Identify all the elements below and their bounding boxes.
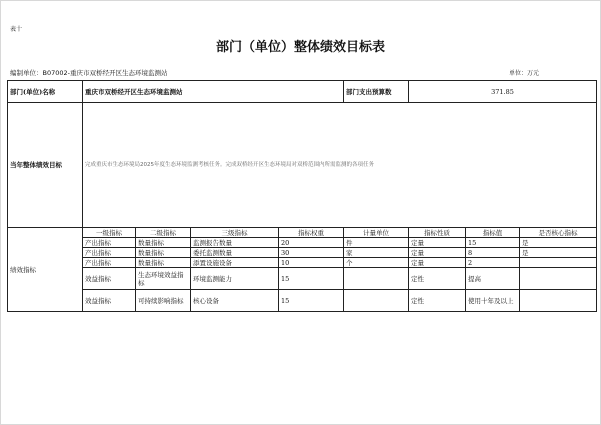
- column-header: 指标值: [466, 228, 520, 238]
- table-cell: 产出指标: [83, 248, 136, 258]
- table-cell: 提高: [466, 268, 520, 290]
- table-cell: 定量: [409, 238, 466, 248]
- table-cell: [520, 268, 597, 290]
- table-cell: 添置设施设备: [191, 258, 279, 268]
- annual-target-value: 完成重庆市生态环境局2025年度生态环境监测考核任务。完成双桥经开区生态环境局对双桥范围内所需监测的各项任务: [83, 103, 597, 228]
- annual-target-label: 当年整体绩效目标: [8, 103, 83, 228]
- column-header: 计量单位: [344, 228, 409, 238]
- table-row: [8, 248, 597, 258]
- table-cell: 核心设备: [191, 290, 279, 312]
- table-cell: 件: [344, 238, 409, 248]
- table-cell: 效益指标: [83, 290, 136, 312]
- table-cell: 15: [279, 290, 344, 312]
- table-cell: 数量指标: [136, 238, 191, 248]
- table-cell: 15: [466, 238, 520, 248]
- table-cell: 委托监测数量: [191, 248, 279, 258]
- table-cell: 10: [279, 258, 344, 268]
- page-title: 部门（单位）整体绩效目标表: [215, 40, 385, 55]
- column-header: 二级指标: [136, 228, 191, 238]
- column-header: 指标性质: [409, 228, 466, 238]
- table-cell: 数量指标: [136, 258, 191, 268]
- table-cell: 家: [344, 248, 409, 258]
- table-cell: [344, 290, 409, 312]
- budget-label: 部门支出预算数: [344, 81, 409, 103]
- sheet-label: 表十: [10, 26, 23, 33]
- table-cell: 可持续影响指标: [136, 290, 191, 312]
- dept-name-value: 重庆市双桥经开区生态环境监测站: [83, 81, 344, 103]
- table-row: [8, 290, 597, 312]
- column-header: 是否核心指标: [520, 228, 597, 238]
- table-cell: 数量指标: [136, 248, 191, 258]
- table-cell: 定量: [409, 258, 466, 268]
- column-header: 三级指标: [191, 228, 279, 238]
- compiling-unit: 编制单位：B07002-重庆市双桥经开区生态环境监测站: [10, 69, 168, 77]
- table-cell: [344, 268, 409, 290]
- dept-name-label: 部门(单位)名称: [8, 81, 83, 103]
- column-header: 指标权重: [279, 228, 344, 238]
- table-row: [8, 268, 597, 290]
- table-cell: 定量: [409, 248, 466, 258]
- money-unit: 单位：万元: [508, 70, 539, 77]
- table-cell: 监测报告数量: [191, 238, 279, 248]
- table-cell: 20: [279, 238, 344, 248]
- table-cell: 定性: [409, 290, 466, 312]
- table-cell: 效益指标: [83, 268, 136, 290]
- table-cell: 生态环境效益指标: [136, 268, 191, 290]
- table-row: [8, 238, 597, 248]
- budget-value: 371.85: [409, 81, 597, 103]
- table-cell: 环境监测能力: [191, 268, 279, 290]
- performance-table: [7, 80, 597, 312]
- table-cell: 是: [520, 248, 597, 258]
- table-cell: 30: [279, 248, 344, 258]
- table-cell: [520, 290, 597, 312]
- table-cell: 产出指标: [83, 258, 136, 268]
- table-cell: 15: [279, 268, 344, 290]
- table-cell: 是: [520, 238, 597, 248]
- table-cell: 产出指标: [83, 238, 136, 248]
- column-header: 一级指标: [83, 228, 136, 238]
- indicators-section-label: 绩效指标: [8, 228, 83, 312]
- table-cell: 使用十年及以上: [466, 290, 520, 312]
- table-row: [8, 258, 597, 268]
- table-cell: 个: [344, 258, 409, 268]
- table-cell: 8: [466, 248, 520, 258]
- table-cell: [520, 258, 597, 268]
- table-cell: 2: [466, 258, 520, 268]
- table-cell: 定性: [409, 268, 466, 290]
